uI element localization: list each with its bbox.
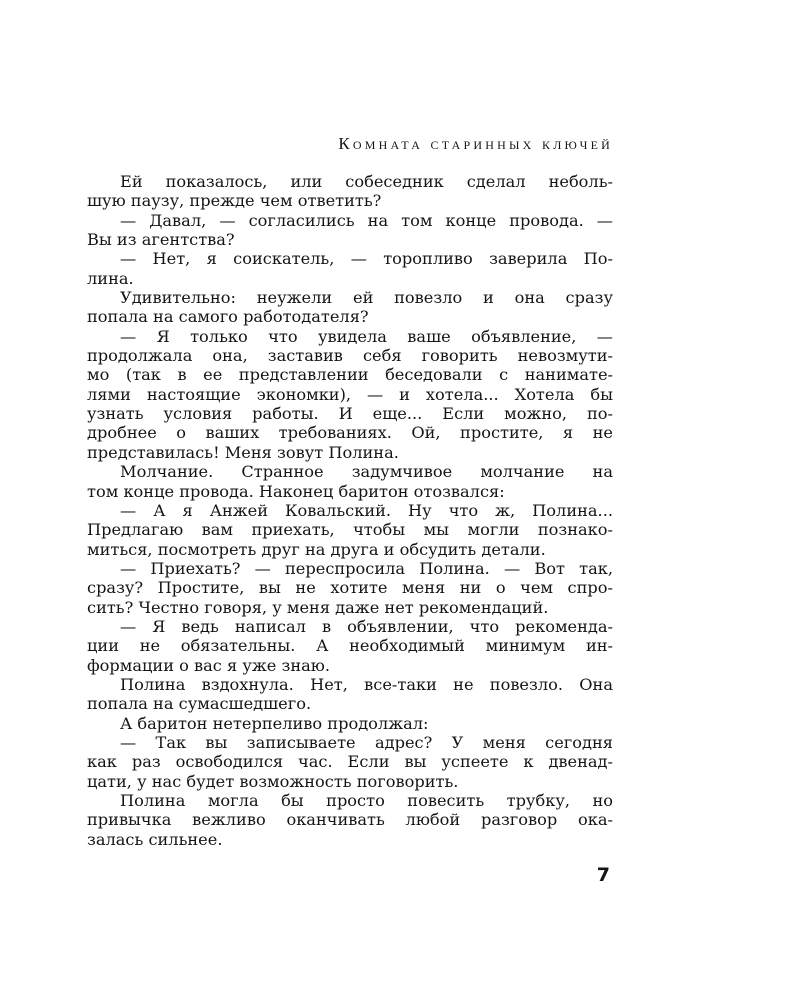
text-line: — Давал, — согласились на том конце провода. — (120, 210, 613, 230)
text-line: попала на самого работодателя? (87, 307, 369, 327)
text-line: Вы из агентства? (87, 230, 235, 250)
text-line: А баритон нетерпеливо продолжал: (120, 713, 429, 733)
text-line: — Приехать? — переспросила Полина. — Вот так, (120, 558, 613, 578)
text-line: — Я ведь написал в объявлении, что рекоменда- (120, 616, 613, 636)
text-line: Ей показалось, или собеседник сделал неболь- (120, 172, 613, 191)
text-line: Молчание. Странное задумчивое молчание на (120, 462, 613, 482)
text-line: сить? Честно говоря, у меня даже нет рекомендаций. (87, 597, 549, 617)
text-line: шую паузу, прежде чем ответить? (87, 191, 382, 211)
text-line: узнать условия работы. И еще... Если можно, по- (87, 404, 613, 424)
text-line: продолжала она, заставив себя говорить невозмути- (87, 346, 613, 366)
text-line: Удивительно: неужели ей повезло и она сразу (120, 288, 613, 308)
text-line: попала на сумасшедшего. (87, 694, 312, 714)
text-line: мо (так в ее представлении беседовали с нанимате- (87, 365, 613, 385)
text-line: формации о вас я уже знаю. (87, 655, 331, 675)
text-line: как раз освободился час. Если вы успеете к двенад- (87, 752, 613, 772)
text-line: залась сильнее. (87, 829, 223, 849)
text-line: ции не обязательны. А необходимый минимум ин- (87, 636, 613, 656)
text-line: представилась! Меня зовут Полина. (87, 442, 399, 462)
text-line: том конце провода. Наконец баритон отозвался: (87, 481, 505, 501)
text-line: Предлагаю вам приехать, чтобы мы могли познако- (87, 520, 613, 540)
text-line: лями настоящие экономки), — и хотела... Хотела бы (87, 384, 613, 404)
page-number: 7 (596, 864, 610, 886)
text-line: цати, у нас будет возможность поговорить. (87, 771, 459, 791)
text-line: миться, посмотреть друг на друга и обсудить детали. (87, 539, 546, 559)
body-text (87, 172, 613, 849)
text-line: сразу? Простите, вы не хотите меня ни о чем спро- (87, 578, 613, 598)
text-line: — Я только что увидела ваше объявление, — (120, 326, 613, 346)
running-head: Комната старинных ключей (338, 134, 613, 153)
text-line: привычка вежливо оканчивать любой разговор ока- (87, 810, 613, 830)
text-line: лина. (87, 268, 134, 288)
text-line: — А я Анжей Ковальский. Ну что ж, Полина... (120, 500, 613, 520)
text-line: Полина могла бы просто повесить трубку, но (120, 791, 613, 810)
text-line: дробнее о ваших требованиях. Ой, простите, я не (87, 423, 613, 443)
text-line: — Нет, я соискатель, — торопливо заверила По- (120, 249, 613, 269)
text-line: — Так вы записываете адрес? У меня сегодня (120, 732, 613, 752)
text-line: Полина вздохнула. Нет, все-таки не повезло. Она (120, 674, 613, 694)
